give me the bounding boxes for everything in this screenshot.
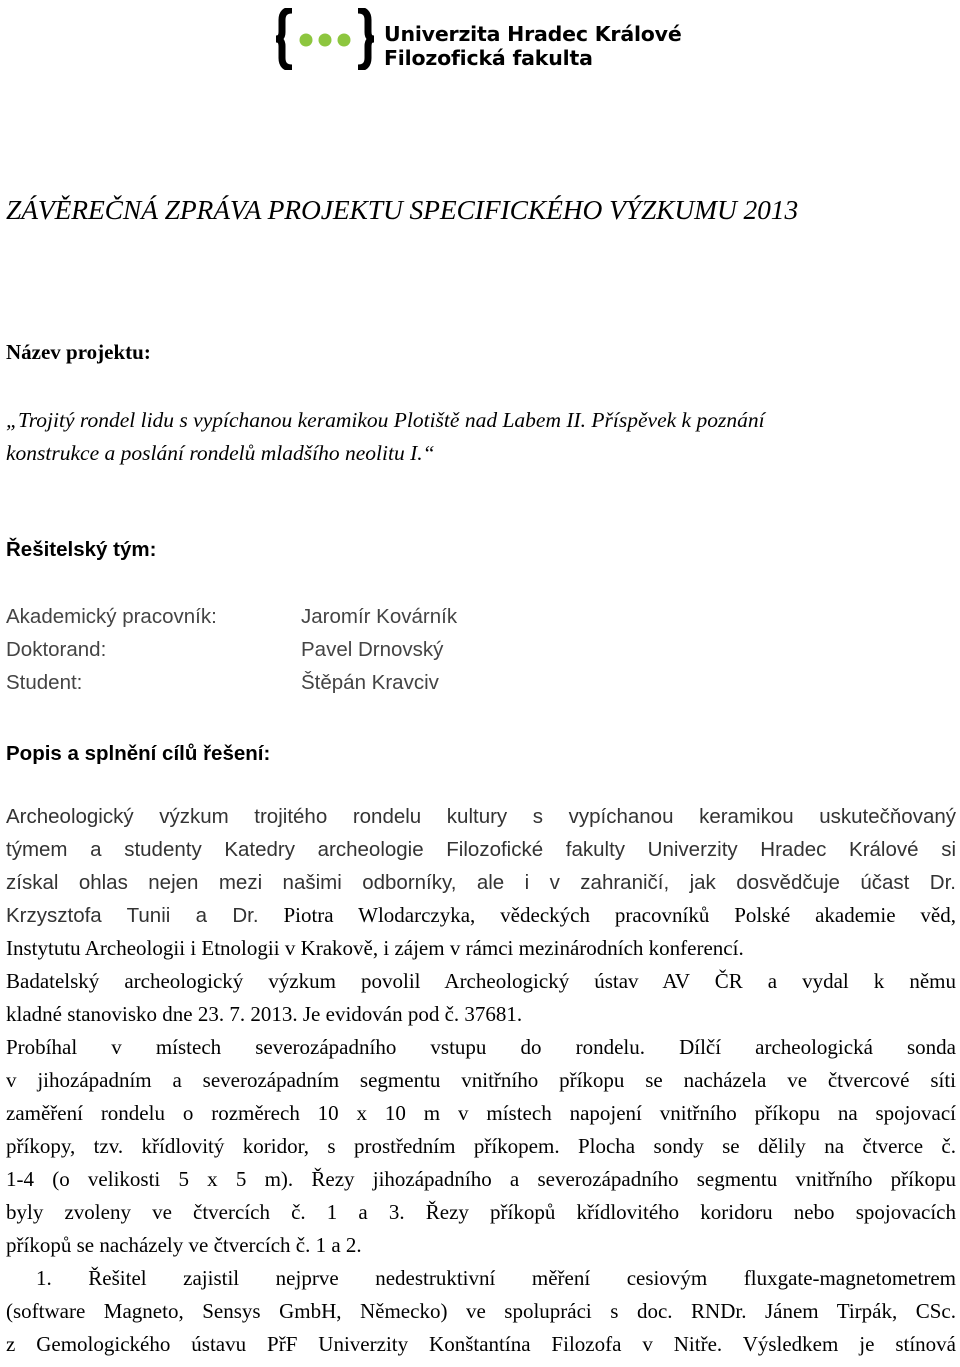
- project-name-line: „Trojitý rondel lidu s vypíchanou keramikou Plotiště nad Labem II. Příspěvek k poznání: [6, 408, 765, 432]
- logo-mark-icon: [272, 8, 382, 70]
- team-member-name: Jaromír Kovárník: [301, 605, 458, 628]
- paragraph-line-serif-part: Piotra Wlodarczyka, vědeckých pracovníků Polské akademie věd,: [258, 903, 956, 927]
- description-paragraph: [6, 899, 956, 1361]
- team-heading: Řešitelský tým:: [6, 538, 157, 561]
- logo-dot-icon: [319, 34, 332, 47]
- paragraph-line: (software Magneto, Sensys GmbH, Německo) ve spolupráci s doc. RNDr. Jánem Tirpák, CSc.: [6, 1299, 956, 1323]
- paragraph-line: [6, 899, 956, 932]
- team-member-role: Doktorand:: [6, 638, 107, 661]
- paragraph-line: v jihozápadním a severozápadním segmentu vnitřního příkopu se nacházela ve čtvercové síti: [6, 1068, 956, 1092]
- logo-faculty-name: Filozofická fakulta: [384, 46, 593, 70]
- list-item-line: 1. Řešitel zajistil nejprve nedestruktivní měření cesiovým fluxgate-magnetometrem: [36, 1266, 956, 1290]
- logo-dot-icon: [338, 34, 351, 47]
- paragraph-line: kladné stanovisko dne 23. 7. 2013. Je evidován pod č. 37681.: [6, 1002, 523, 1026]
- project-heading: Název projektu:: [6, 340, 151, 364]
- document-title: ZÁVĚREČNÁ ZPRÁVA PROJEKTU SPECIFICKÉHO VÝZKUMU 2013: [6, 194, 799, 225]
- logo-dot-icon: [300, 34, 313, 47]
- paragraph-line: Instytutu Archeologii i Etnologii v Krakově, i zájem v rámci mezinárodních konferencí.: [6, 936, 744, 960]
- team-member-role: Student:: [6, 671, 83, 694]
- paragraph-line: Archeologický výzkum trojitého rondelu kultury s vypíchanou keramikou uskutečňovaný: [6, 805, 956, 828]
- team-member-name: Pavel Drnovský: [301, 638, 444, 661]
- logo-university-name: Univerzita Hradec Králové: [384, 22, 682, 46]
- paragraph-line: 1-4 (o velikosti 5 x 5 m). Řezy jihozápadního a severozápadního segmentu vnitřního příkopu: [6, 1167, 956, 1191]
- project-name: [6, 404, 765, 470]
- university-logo: [272, 8, 682, 70]
- paragraph-line-sans-part: Krzysztofa Tunii a Dr.: [6, 904, 259, 927]
- paragraph-line: příkopy, tzv. křídlovitý koridor, s prostředním příkopem. Plocha sondy se dělily na čtverce č.: [6, 1134, 956, 1158]
- team-member-role: Akademický pracovník:: [6, 605, 217, 628]
- paragraph-line: zaměření rondelu o rozměrech 10 x 10 m v místech napojení vnitřního příkopu na spojovací: [6, 1101, 956, 1125]
- paragraph-line: získal ohlas nejen mezi našimi odborníky, ale i v zahraničí, jak dosvědčuje účast Dr.: [6, 871, 956, 894]
- paragraph-line: byly zvoleny ve čtvercích č. 1 a 3. Řezy příkopů křídlovitého koridoru nebo spojovacích: [6, 1200, 956, 1224]
- paragraph-line: Badatelský archeologický výzkum povolil Archeologický ústav AV ČR a vydal k němu: [6, 969, 956, 993]
- description-heading: Popis a splnění cílů řešení:: [6, 742, 271, 765]
- project-name-line: konstrukce a poslání rondelů mladšího neolitu I.“: [6, 441, 435, 465]
- description-paragraph-sans: [6, 800, 956, 899]
- paragraph-line: z Gemologického ústavu PřF Univerzity Konštantína Filozofa v Nitře. Výsledkem je stínová: [6, 1332, 956, 1356]
- paragraph-line: příkopů se nacházely ve čtvercích č. 1 a 2.: [6, 1233, 362, 1257]
- paragraph-line: Probíhal v místech severozápadního vstupu do rondelu. Dílčí archeologická sonda: [6, 1035, 956, 1059]
- paragraph-line: týmem a studenty Katedry archeologie Filozofické fakulty Univerzity Hradec Králové si: [6, 838, 956, 861]
- team-member-name: Štěpán Kravciv: [301, 671, 439, 694]
